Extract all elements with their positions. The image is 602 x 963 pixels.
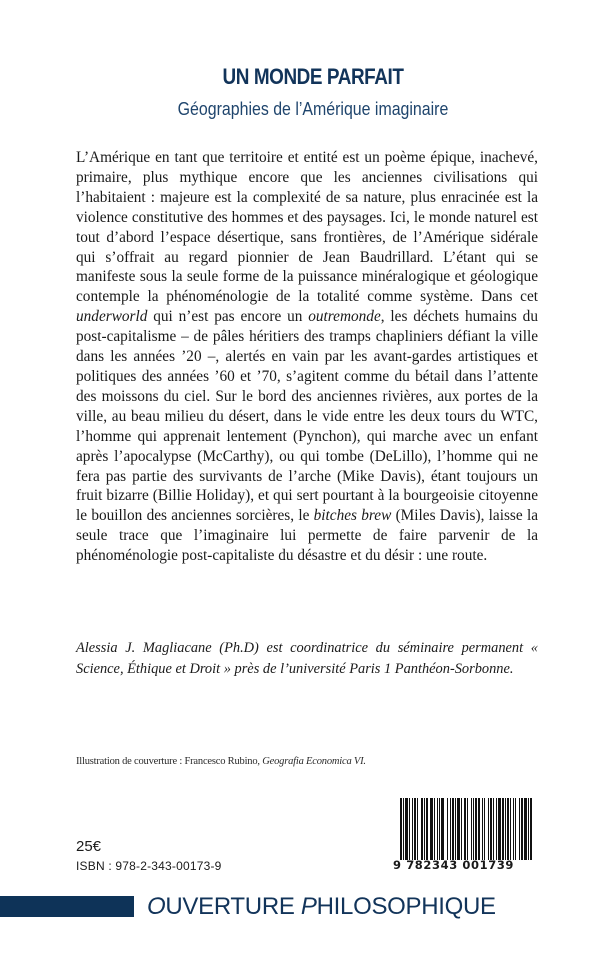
blurb-text: , les déchets humains du post-capitalisme – de pâles héritiers des tramps chapliniers défiant la ville dans les années ’20 –, alertés en vain par les avant-gardes artistiques et politiques des années ’60 et ’70, s’agitent comme du bétail dans l’attente des moissons du ciel. Sur le bord des anciennes rivières, aux portes de la ville, au beau milieu du désert, dans le vide entre les deux tours du WTC, l’homme qui apprenait lentement (Pynchon), qui marche avec un enfant après l’apocalypse (McCarthy), ou qui tombe (DeLillo), l’homme qui ne fera pas partie des survivants de l’arche (Mike Davis), étant toujours un fruit bizarre (Billie Holiday), et qui sert pourtant à la bourgeoisie citoyenne le bouillon des anciennes sorcières, le [76, 308, 538, 525]
blurb-text: L’Amérique en tant que territoire et entité est un poème épique, inachevé, primaire, plus mythique encore que les anciennes civilisations qui l’habitaient : majeure est la complexité de sa nature, plus enracinée est la violence constitutive des hommes et des paysages. Ici, le monde naturel est tout d’abord l’espace désertique, sans frontières, de l’Amérique sidérale qui s’offrait au regard pionnier de Jean Baudrillard. L’étant qui se manifeste sous la seule forme de la puissance minéralogique et géologique contemple la phénoménologie de la totalité comme système. Dans cet [76, 149, 538, 306]
blurb-text: qui n’est pas encore un [147, 308, 309, 326]
book-subtitle: Géographies de l’Amérique imaginaire [177, 98, 449, 119]
isbn: ISBN : 978-2-343-00173-9 [76, 859, 222, 873]
series-word-1: UVERTURE [165, 893, 301, 920]
series-initial-o: O [147, 893, 166, 920]
price: 25€ [76, 838, 102, 855]
barcode-icon [400, 798, 534, 860]
barcode-digits: 9 782343 001739 [393, 858, 515, 872]
series-color-bar [0, 896, 134, 917]
series-initial-p: P [300, 893, 317, 920]
italic-term: bitches brew [313, 507, 392, 525]
blurb-paragraph [76, 148, 538, 566]
cover-illustration-credit [76, 756, 366, 767]
series-word-2: HILOSOPHIQUE [316, 893, 496, 920]
blurb-text: (Miles Davis), laisse la seule trace que l’imaginaire lui permette de faire parvenir de la phénoménologie post-capitaliste du désastre et du désir : une route. [76, 507, 538, 565]
author-bio: Alessia J. Magliacane (Ph.D) est coordinatrice du séminaire permanent « Science, Éthique et Droit » près de l’université Paris 1 Panthéon-Sorbonne. [76, 640, 538, 677]
series-name [147, 893, 496, 921]
credit-label: Illustration de couverture : Francesco Rubino, [76, 756, 263, 767]
credit-work-title: Geografia Economica VI. [262, 756, 366, 767]
italic-term: outremonde [308, 308, 381, 326]
italic-term: underworld [76, 308, 148, 326]
book-title: UN MONDE PARFAIT [222, 64, 404, 89]
